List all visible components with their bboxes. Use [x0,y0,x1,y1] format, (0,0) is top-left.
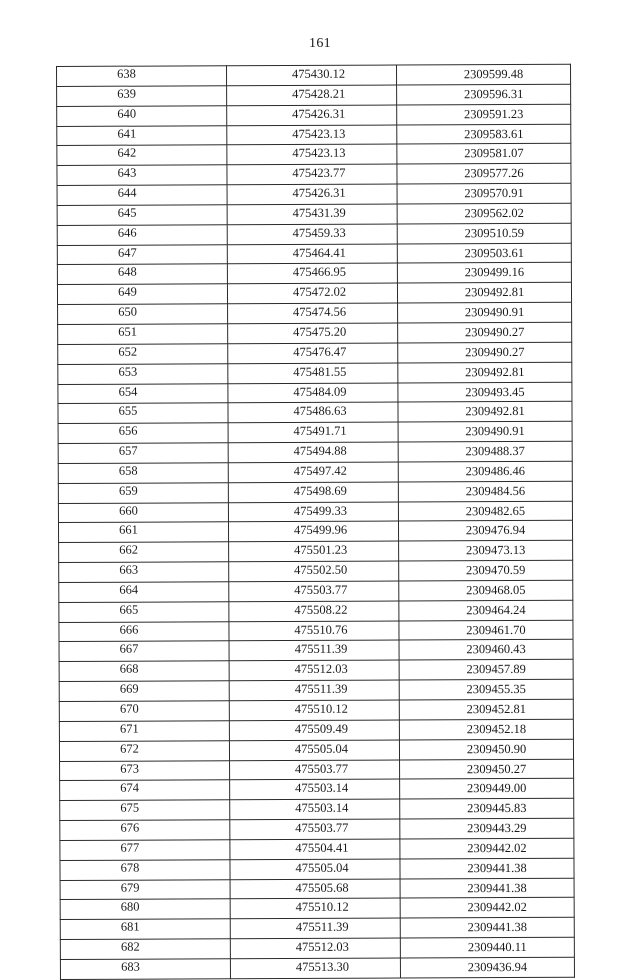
table-row [58,382,572,404]
x-coordinate-cell: 475503.77 [230,819,400,840]
y-coordinate-cell: 2309450.90 [399,739,573,760]
point-number-cell: 643 [57,165,227,186]
x-coordinate-cell: 475505.68 [230,879,400,900]
x-coordinate-cell: 475499.96 [228,521,398,542]
y-coordinate-cell: 2309455.35 [399,679,573,700]
y-coordinate-cell: 2309464.24 [399,600,573,621]
x-coordinate-cell: 475510.76 [229,621,399,642]
point-number-cell: 638 [57,66,227,87]
y-coordinate-cell: 2309577.26 [397,163,571,184]
point-number-cell: 673 [60,760,230,781]
x-coordinate-cell: 475501.23 [229,541,399,562]
table-row [60,818,574,840]
table-row [58,421,572,443]
x-coordinate-cell: 475423.13 [227,125,397,146]
table-row [60,878,574,900]
y-coordinate-cell: 2309441.38 [400,858,574,879]
table-row [60,937,574,959]
y-coordinate-cell: 2309441.38 [400,878,574,899]
table-row [57,283,571,305]
x-coordinate-cell: 475430.12 [227,65,397,86]
table-row [58,501,572,523]
table-row [58,461,572,483]
x-coordinate-cell: 475472.02 [227,283,397,304]
x-coordinate-cell: 475512.03 [230,938,400,959]
x-coordinate-cell: 475476.47 [228,343,398,364]
x-coordinate-cell: 475512.03 [229,660,399,681]
table-row [57,223,571,245]
x-coordinate-cell: 475474.56 [228,303,398,324]
table-row [60,918,574,940]
x-coordinate-cell: 475426.31 [227,184,397,205]
x-coordinate-cell: 475464.41 [227,244,397,265]
y-coordinate-cell: 2309476.94 [398,521,572,542]
y-coordinate-cell: 2309570.91 [397,183,571,204]
table-row [59,580,573,602]
y-coordinate-cell: 2309436.94 [400,957,574,978]
point-number-cell: 678 [60,859,230,880]
y-coordinate-cell: 2309442.02 [400,898,574,919]
y-coordinate-cell: 2309492.81 [398,362,572,383]
point-number-cell: 641 [57,125,227,146]
point-number-cell: 668 [59,661,229,682]
table-row [57,263,571,285]
point-number-cell: 654 [58,383,228,404]
table-row [58,521,572,543]
table-row [60,759,574,781]
y-coordinate-cell: 2309442.02 [400,838,574,859]
point-number-cell: 680 [60,899,230,920]
point-number-cell: 671 [59,721,229,742]
y-coordinate-cell: 2309445.83 [400,798,574,819]
x-coordinate-cell: 475481.55 [228,363,398,384]
table-row [59,739,573,761]
x-coordinate-cell: 475508.22 [229,601,399,622]
point-number-cell: 670 [59,701,229,722]
point-number-cell: 649 [57,284,227,305]
table-row [58,441,572,463]
x-coordinate-cell: 475503.14 [230,799,400,820]
table-row [58,322,572,344]
table-row [57,84,571,106]
point-number-cell: 660 [58,502,228,523]
x-coordinate-cell: 475509.49 [229,720,399,741]
table-row [58,481,572,503]
y-coordinate-cell: 2309490.27 [398,342,572,363]
x-coordinate-cell: 475423.13 [227,144,397,165]
y-coordinate-cell: 2309470.59 [399,560,573,581]
point-number-cell: 639 [57,86,227,107]
x-coordinate-cell: 475511.39 [229,640,399,661]
y-coordinate-cell: 2309441.38 [400,918,574,939]
x-coordinate-cell: 475503.77 [230,760,400,781]
table-row [58,342,572,364]
x-coordinate-cell: 475510.12 [229,700,399,721]
point-number-cell: 650 [58,304,228,325]
x-coordinate-cell: 475428.21 [227,85,397,106]
y-coordinate-cell: 2309503.61 [397,243,571,264]
table-row [59,679,573,701]
y-coordinate-cell: 2309493.45 [398,382,572,403]
point-number-cell: 663 [59,562,229,583]
x-coordinate-cell: 475513.30 [230,958,400,979]
y-coordinate-cell: 2309510.59 [397,223,571,244]
y-coordinate-cell: 2309492.81 [398,402,572,423]
table-row [60,779,574,801]
y-coordinate-cell: 2309591.23 [397,104,571,125]
table-row [59,699,573,721]
x-coordinate-cell: 475502.50 [229,561,399,582]
table-row [60,957,574,979]
point-number-cell: 645 [57,205,227,226]
table-row [59,620,573,642]
point-number-cell: 657 [58,443,228,464]
table-row [59,719,573,741]
x-coordinate-cell: 475504.41 [230,839,400,860]
point-number-cell: 644 [57,185,227,206]
x-coordinate-cell: 475423.77 [227,164,397,185]
y-coordinate-cell: 2309440.11 [400,937,574,958]
y-coordinate-cell: 2309457.89 [399,660,573,681]
table-row [60,798,574,820]
table-row [59,600,573,622]
x-coordinate-cell: 475426.31 [227,105,397,126]
y-coordinate-cell: 2309599.48 [396,64,570,85]
coordinates-table [56,64,575,980]
x-coordinate-cell: 475499.33 [228,502,398,523]
point-number-cell: 646 [57,225,227,246]
y-coordinate-cell: 2309499.16 [397,263,571,284]
table-row [57,64,571,86]
table-row [57,144,571,166]
x-coordinate-cell: 475484.09 [228,383,398,404]
table-row [57,104,571,126]
x-coordinate-cell: 475511.39 [230,918,400,939]
point-number-cell: 683 [60,959,230,980]
table-row [59,560,573,582]
y-coordinate-cell: 2309461.70 [399,620,573,641]
y-coordinate-cell: 2309562.02 [397,203,571,224]
table-row [58,362,572,384]
x-coordinate-cell: 475466.95 [227,263,397,284]
point-number-cell: 642 [57,145,227,166]
x-coordinate-cell: 475494.88 [228,442,398,463]
point-number-cell: 656 [58,423,228,444]
table-row [60,898,574,920]
x-coordinate-cell: 475503.77 [229,581,399,602]
point-number-cell: 672 [59,740,229,761]
y-coordinate-cell: 2309490.91 [398,302,572,323]
point-number-cell: 658 [58,463,228,484]
y-coordinate-cell: 2309449.00 [400,779,574,800]
point-number-cell: 674 [60,780,230,801]
y-coordinate-cell: 2309583.61 [397,124,571,145]
point-number-cell: 648 [57,264,227,285]
point-number-cell: 666 [59,621,229,642]
y-coordinate-cell: 2309482.65 [398,501,572,522]
y-coordinate-cell: 2309473.13 [399,541,573,562]
y-coordinate-cell: 2309492.81 [397,283,571,304]
table-row [60,838,574,860]
table-row [59,541,573,563]
table-row [58,402,572,424]
x-coordinate-cell: 475511.39 [229,680,399,701]
x-coordinate-cell: 475475.20 [228,323,398,344]
y-coordinate-cell: 2309596.31 [397,84,571,105]
table-row [59,660,573,682]
point-number-cell: 655 [58,403,228,424]
table-row [57,183,571,205]
point-number-cell: 682 [60,939,230,960]
point-number-cell: 679 [60,879,230,900]
point-number-cell: 662 [59,542,229,563]
coordinates-table-body [57,64,575,979]
y-coordinate-cell: 2309452.18 [399,719,573,740]
x-coordinate-cell: 475431.39 [227,204,397,225]
y-coordinate-cell: 2309443.29 [400,818,574,839]
point-number-cell: 659 [58,482,228,503]
x-coordinate-cell: 475497.42 [228,462,398,483]
point-number-cell: 667 [59,641,229,662]
y-coordinate-cell: 2309484.56 [398,481,572,502]
table-row [59,640,573,662]
x-coordinate-cell: 475510.12 [230,898,400,919]
point-number-cell: 653 [58,363,228,384]
y-coordinate-cell: 2309452.81 [399,699,573,720]
point-number-cell: 664 [59,582,229,603]
table-row [57,243,571,265]
point-number-cell: 640 [57,105,227,126]
y-coordinate-cell: 2309468.05 [399,580,573,601]
y-coordinate-cell: 2309486.46 [398,461,572,482]
x-coordinate-cell: 475503.14 [230,779,400,800]
y-coordinate-cell: 2309460.43 [399,640,573,661]
y-coordinate-cell: 2309581.07 [397,144,571,165]
y-coordinate-cell: 2309488.37 [398,441,572,462]
point-number-cell: 652 [58,344,228,365]
y-coordinate-cell: 2309490.27 [398,322,572,343]
point-number-cell: 675 [60,800,230,821]
point-number-cell: 681 [60,919,230,940]
x-coordinate-cell: 475459.33 [227,224,397,245]
point-number-cell: 665 [59,602,229,623]
y-coordinate-cell: 2309490.91 [398,421,572,442]
y-coordinate-cell: 2309450.27 [400,759,574,780]
table-row [57,203,571,225]
x-coordinate-cell: 475491.71 [228,422,398,443]
x-coordinate-cell: 475486.63 [228,402,398,423]
point-number-cell: 651 [58,324,228,345]
table-row [58,302,572,324]
point-number-cell: 647 [57,244,227,265]
point-number-cell: 661 [58,522,228,543]
table-row [60,858,574,880]
point-number-cell: 669 [59,681,229,702]
x-coordinate-cell: 475498.69 [228,482,398,503]
table-row [57,163,571,185]
point-number-cell: 677 [60,840,230,861]
table-row [57,124,571,146]
x-coordinate-cell: 475505.04 [229,740,399,761]
point-number-cell: 676 [60,820,230,841]
x-coordinate-cell: 475505.04 [230,859,400,880]
page-number: 161 [309,36,331,51]
